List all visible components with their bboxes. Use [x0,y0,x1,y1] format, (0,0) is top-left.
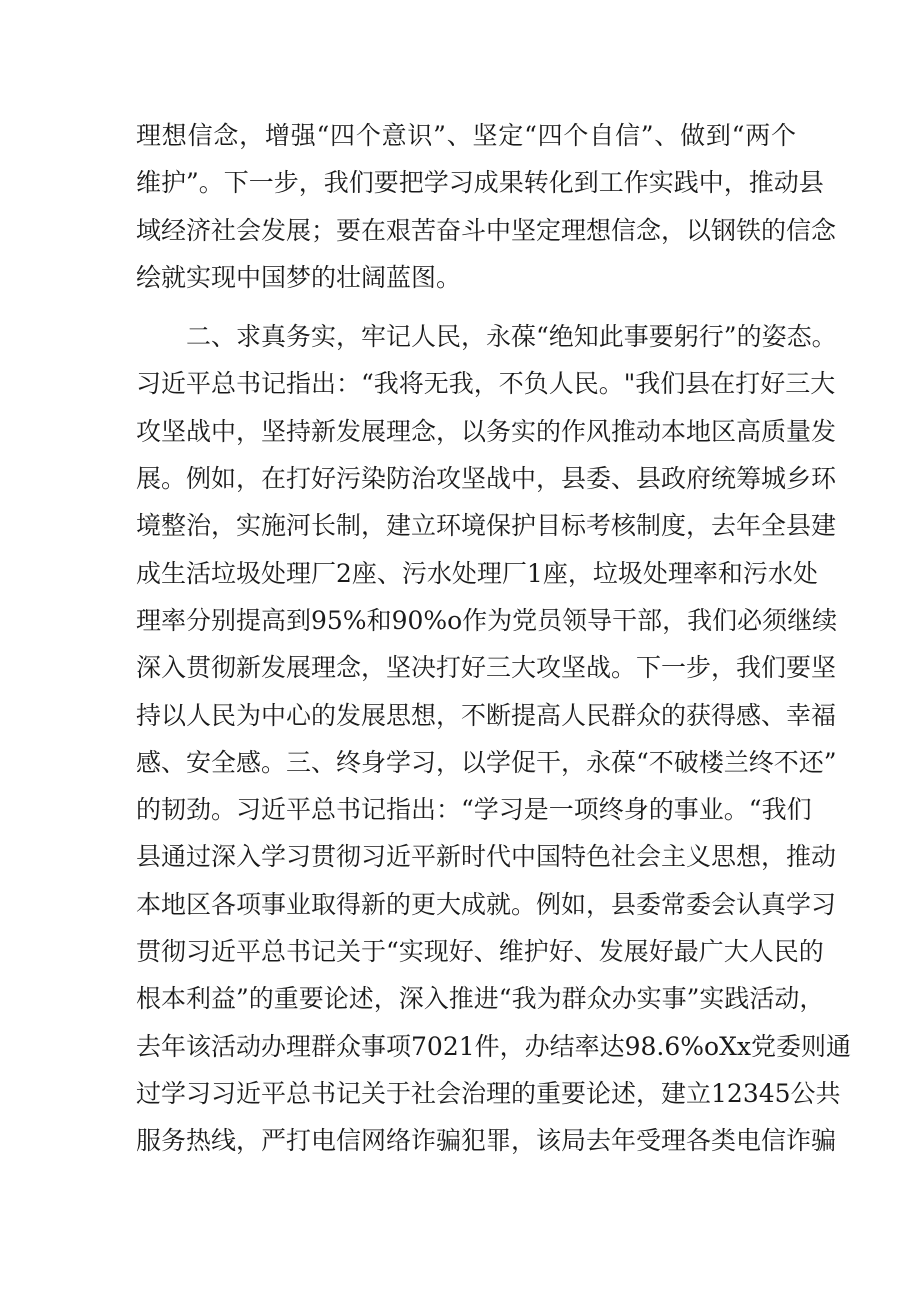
text-line: 根本利益”的重要论述，深入推进“我为群众办实事”实践活动， [136,984,825,1014]
text-line: 理想信念，增强“四个意识”、坚定“四个自信”、做到“两个 [136,121,796,150]
text-line: 绘就实现中国梦的壮阔蓝图。 [136,262,462,292]
text-line: 贯彻习近平总书记关于“实现好、维护好、发展好最广大人民的 [136,937,824,967]
text-line: 本地区各项事业取得新的更大成就。例如，县委常委会认真学习 [136,889,837,919]
text-line: 感、安全感。三、终身学习，以学促干，永葆“不破楼兰终不还” [136,747,837,777]
text-line: 域经济社会发展；要在艰苦奋斗中坚定理想信念，以钢铁的信念 [136,215,837,245]
text-line: 县通过深入学习贯彻习近平新时代中国特色社会主义思想，推动 [136,842,837,872]
text-line: 攻坚战中，坚持新发展理念，以务实的作风推动本地区高质量发 [136,416,837,446]
text-line: 维护”。下一步，我们要把学习成果转化到工作实践中，推动县 [136,168,824,198]
text-line: 过学习习近平总书记关于社会治理的重要论述，建立12345公共 [136,1078,841,1108]
text-line: 持以人民为中心的发展思想，不断提高人民群众的获得感、幸福 [136,700,837,730]
text-line: 二、求真务实，牢记人民，永葆“绝知此事要躬行”的姿态。 [186,322,837,352]
text-line: 成生活垃圾处理厂2座、污水处理厂1座，垃圾处理率和污水处 [136,558,818,588]
text-line: 展。例如，在打好污染防治攻坚战中，县委、县政府统筹城乡环 [136,464,837,494]
text-line: 去年该活动办理群众事项7021件，办结率达98.6%oXx党委则通 [136,1031,851,1061]
paragraph-2 [136,313,851,1164]
body-text [136,112,851,1165]
text-line: 理率分别提高到95%和90%o作为党员领导干部，我们必须继续 [136,605,838,635]
text-line: 习近平总书记指出：“我将无我，不负人民。"我们县在打好三大 [136,369,836,399]
text-line: 的韧劲。习近平总书记指出：“学习是一项终身的事业。“我们 [136,795,812,825]
text-line: 境整治，实施河长制，建立环境保护目标考核制度，去年全县建 [136,511,837,541]
text-line: 服务热线，严打电信网络诈骗犯罪，该局去年受理各类电信诈骗 [136,1126,837,1156]
text-line: 深入贯彻新发展理念，坚决打好三大攻坚战。下一步，我们要坚 [136,653,837,683]
paragraph-gap [136,301,796,313]
paragraph-1 [136,112,837,301]
